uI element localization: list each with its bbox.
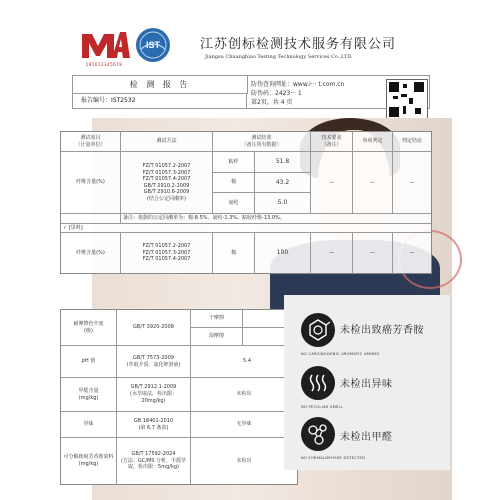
fiber-value: 43.2 xyxy=(255,173,311,193)
fiber-value: 5.0 xyxy=(255,193,311,214)
lower-value: 未检出 xyxy=(191,378,297,412)
lower-method: GB/T 7573-2009 (萃取介质：氯化钾溶液) xyxy=(117,346,191,378)
cma-number: 181612345678 xyxy=(85,62,123,67)
page-indicator: 第2页，共 4 页 xyxy=(251,99,293,106)
report-info-box xyxy=(72,75,430,109)
header-tech: 技术要求 （备注） xyxy=(311,132,353,152)
method-line: GB/T 2910.2-2009 xyxy=(143,182,190,189)
row1-item: 纤维含量(%) xyxy=(61,152,121,214)
benzene-ring-icon xyxy=(301,313,335,347)
method-line: (结合公定回潮率) xyxy=(147,195,186,202)
fiber-value: 51.8 xyxy=(255,152,311,173)
header-item: 测试项目 （计量单位） xyxy=(61,132,121,152)
row1-conclusion: -- xyxy=(393,152,431,214)
ist-logo-icon xyxy=(135,27,171,63)
company-name-cn: 江苏创标检测技术服务有限公司 xyxy=(200,37,397,52)
svg-text:IST: IST xyxy=(145,40,161,50)
row2-tech: -- xyxy=(311,233,353,273)
row1-methods xyxy=(121,152,213,214)
row1-single: -- xyxy=(353,152,393,214)
header-result: 测试结果 （备注所有数据） xyxy=(213,132,311,152)
row2-methods xyxy=(121,233,213,273)
method-line: FZ/T 01057.3-2007 xyxy=(142,249,191,256)
method-line: FZ/T 01057.4-2007 xyxy=(142,256,191,263)
claim-title: 未检出甲醛 xyxy=(340,432,393,443)
lower-item: 耐摩擦色牢度 (级) xyxy=(61,310,117,346)
row2-item: 纤维含量(%) xyxy=(61,233,121,273)
lower-sub: 湿摩擦 xyxy=(191,328,243,346)
lower-method: GB/T 17592-2024 (方法：GC/MS 分析，手摇萃取，检出限：5mg/kg) xyxy=(117,438,191,484)
row2-single: -- xyxy=(353,233,393,273)
claim-title: 未检出致癌芳香胺 xyxy=(340,325,424,336)
fiber-name: 粘纤 xyxy=(213,152,255,173)
results-table xyxy=(60,131,432,274)
fiber-name: 棉 xyxy=(213,233,255,273)
header-method: 测试方法 xyxy=(121,132,213,152)
lower-method: GB 18401-2010 (第 6.7 条款) xyxy=(117,412,191,438)
anti-fake-code: 防伪码：2423··· 1 xyxy=(251,90,302,97)
company-name-en: Jiangsu Chuangbiao Testing Technology Services Co.,LTD. xyxy=(205,54,353,60)
lower-item: pH 值 xyxy=(61,346,117,378)
report-title: 检 测 报 告 xyxy=(73,76,248,94)
fiber-value: 100 xyxy=(255,233,311,273)
method-line: FZ/T 01057.2-2007 xyxy=(142,243,191,250)
section-label: ✓ [里料] xyxy=(61,224,431,233)
method-line: FZ/T 01057.3-2007 xyxy=(142,169,191,176)
molecule-icon xyxy=(301,417,335,451)
header-single: 单项判定 xyxy=(353,132,393,152)
lower-results-table xyxy=(60,309,298,485)
anti-fake-site: 防伪查询网址：www.i··· t.com.cn xyxy=(251,81,345,88)
report-number: 报告编号：IST2532 xyxy=(73,93,247,108)
lower-value: 未检出 xyxy=(236,457,252,464)
lower-item: 可分解致癌芳香胺染料(mg/kg) xyxy=(61,438,117,484)
report-header xyxy=(0,0,500,75)
fiber-name: 氨纶 xyxy=(213,193,255,214)
row1-note: 备注：依据的公定回潮率为：棉-8.5%、氨纶-1.3%、粘胶纤维-13.0%。 xyxy=(121,214,431,224)
method-line: FZ/T 01057.4-2007 xyxy=(142,176,191,182)
lower-value: 无异味 xyxy=(191,412,297,438)
lower-item: 异味 xyxy=(61,412,117,438)
header-conclusion: 判定结论 xyxy=(393,132,431,152)
lower-value: 5.4 xyxy=(191,346,297,378)
odor-waves-icon xyxy=(301,366,335,400)
cma-logo-icon xyxy=(78,28,130,62)
claim-subtitle: NO FORMALDEHYDE DETECTED xyxy=(301,456,366,460)
lower-method: GB/T 3920-2008 xyxy=(117,310,191,346)
lower-sub: 干摩擦 xyxy=(191,310,243,328)
claim-subtitle: NO CARCINOGENIC AROMATIC AMINES xyxy=(301,352,380,356)
fiber-name: 棉 xyxy=(213,173,255,193)
row1-tech: -- xyxy=(311,152,353,214)
qr-code-icon xyxy=(386,79,428,121)
lower-method: GB/T 2912.1-2009 (水萃取法，检出限：20mg/kg) xyxy=(117,378,191,412)
row2-conclusion: -- xyxy=(409,249,415,257)
claim-subtitle: NO PECULIAR SMELL xyxy=(301,405,344,409)
method-line: GB/T 2910.6-2009 xyxy=(143,189,190,195)
method-line: FZ/T 01057.2-2007 xyxy=(142,163,191,169)
claim-title: 未检出异味 xyxy=(340,379,393,390)
safety-claims-panel xyxy=(284,295,450,470)
note-spacer xyxy=(61,214,121,224)
lower-item: 甲醛含量 (mg/kg) xyxy=(61,378,117,412)
